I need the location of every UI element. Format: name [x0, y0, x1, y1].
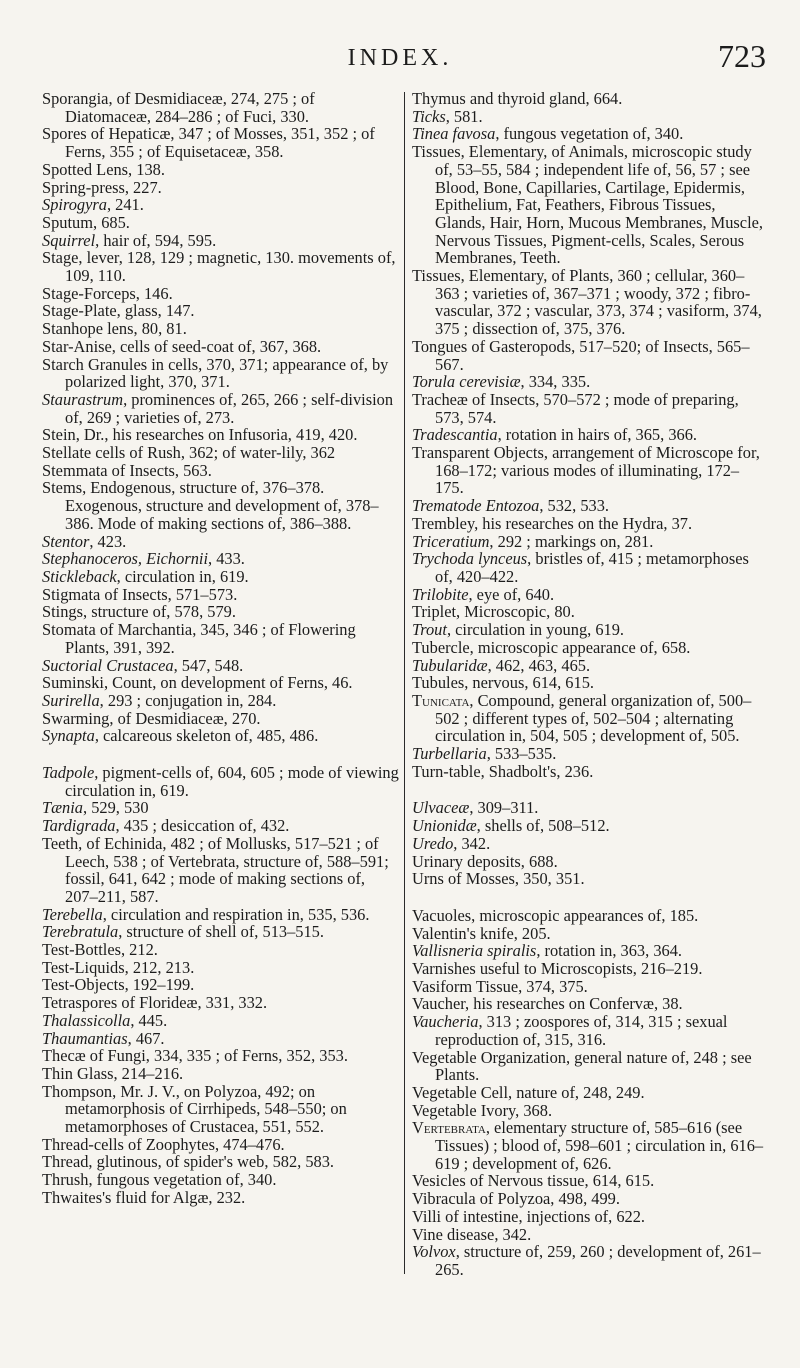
entry-references: , 533–535.	[486, 744, 557, 764]
index-entry	[412, 960, 764, 978]
entry-references: , 212.	[120, 940, 158, 960]
entry-references: disease, 342.	[442, 1224, 532, 1244]
entry-heading: Ticks	[412, 106, 446, 126]
entry-heading: Stemmata	[42, 460, 108, 480]
entry-heading: Vasiform	[412, 976, 473, 996]
entry-heading: Thalassicolla	[42, 1010, 131, 1030]
entry-heading: Urinary	[412, 851, 463, 871]
index-entry	[42, 1083, 400, 1136]
entry-heading: Vacuoles	[412, 905, 472, 925]
entry-references: , structure of shell of, 513–515.	[118, 922, 324, 942]
entry-references: of Fungi, 334, 335 ; of Ferns, 352, 353.	[85, 1046, 348, 1066]
entry-heading: Teeth	[42, 833, 79, 853]
entry-heading: Stigmata	[42, 584, 101, 604]
index-entry	[42, 320, 400, 338]
index-entry	[412, 674, 764, 692]
entry-heading: Vine	[412, 1224, 443, 1244]
entry-references: of Insects, 570–572 ; mode of preparing, 573, 574.	[435, 389, 739, 427]
index-entry	[42, 161, 400, 179]
entry-heading: Trilobite	[412, 584, 469, 604]
index-entry	[412, 853, 764, 871]
entry-heading: Vaucheria	[412, 1012, 479, 1032]
index-entry	[412, 745, 764, 763]
entry-references: , prominences of, 265, 266 ; self-division of, 269 ; varieties of, 273.	[65, 389, 394, 427]
index-entry	[412, 639, 764, 657]
index-entry	[412, 90, 764, 108]
entry-heading: Vallisneria spiralis	[412, 941, 537, 961]
index-entry	[412, 621, 764, 639]
entry-heading: Turn-table	[412, 761, 481, 781]
index-entry	[42, 533, 400, 551]
entry-references: knife, 205.	[475, 923, 551, 943]
index-entry	[412, 533, 764, 551]
entry-references: , microscopic appearance of, 658.	[469, 637, 691, 657]
entry-references: , glass, 147.	[116, 301, 195, 321]
index-entry	[412, 550, 764, 585]
entry-references: , 581.	[445, 106, 483, 126]
entry-heading: Stomata	[42, 620, 96, 640]
entry-heading: Vegetable Ivory	[412, 1100, 516, 1120]
entry-heading: Thymus	[412, 89, 466, 108]
index-entry	[412, 267, 764, 338]
entry-references: , 529, 530	[83, 798, 149, 818]
entry-heading: Tubularidæ	[412, 655, 488, 675]
entry-references: , Microscopic, 80.	[456, 602, 575, 622]
entry-heading: Trematode Entozoa	[412, 496, 540, 516]
entry-heading: Swarming	[42, 708, 110, 728]
entry-references: of Zoophytes, 474–476.	[123, 1134, 285, 1154]
entry-references: , 293 ; conjugation in, 284.	[99, 690, 277, 710]
entry-references: , 547, 548.	[173, 655, 244, 675]
entry-heading: Vegetable Cell	[412, 1082, 509, 1102]
index-entry	[42, 550, 400, 568]
entry-references: , 138.	[128, 159, 165, 179]
entry-references: , of Desmidiaceæ, 270.	[109, 708, 261, 728]
entry-heading: Synapta	[42, 726, 95, 746]
entry-heading: Thread	[42, 1152, 89, 1172]
index-entry	[412, 1190, 764, 1208]
entry-references: useful to Microscopists, 216–219.	[475, 959, 703, 979]
entry-heading: Spotted Lens	[42, 159, 129, 179]
entry-heading: Starch Granules	[42, 354, 148, 374]
entry-heading: Stage-Forceps	[42, 283, 136, 303]
entry-references: , general nature of, 248 ; see Plants.	[435, 1047, 752, 1085]
entry-heading: Thrush	[42, 1170, 89, 1190]
index-entry	[412, 391, 764, 426]
entry-references: , structure of, 578, 579.	[83, 602, 236, 622]
index-entry	[42, 302, 400, 320]
entry-heading: Test-Objects	[42, 975, 125, 995]
entry-references: , microscopic appearances of, 185.	[471, 905, 699, 925]
index-entry	[412, 692, 764, 745]
index-entry	[412, 143, 764, 267]
entry-heading: Ulvaceæ	[412, 798, 470, 818]
entry-references: , rotation in, 363, 364.	[536, 941, 683, 961]
entry-references: , his researches on the Hydra, 37.	[474, 513, 693, 533]
entry-heading: Stein, Dr.	[42, 425, 105, 445]
entry-heading: Tadpole	[42, 763, 95, 783]
entry-references: , 192–199.	[124, 975, 195, 995]
index-entry	[412, 1013, 764, 1048]
entry-references: , 423.	[89, 531, 127, 551]
index-entry	[42, 692, 400, 710]
entry-heading: Tænia	[42, 798, 83, 818]
entry-heading: Tongues	[412, 336, 468, 356]
index-entry	[42, 90, 400, 125]
running-title: INDEX.	[347, 45, 453, 71]
entry-heading: Thompson	[42, 1081, 113, 1101]
entry-references: , circulation in, 619.	[116, 566, 249, 586]
entry-references: , pigment-cells of, 604, 605 ; mode of viewing circulation in, 619.	[65, 763, 399, 800]
entry-heading: Squirrel	[42, 230, 96, 250]
entry-heading: Terebella	[42, 904, 103, 924]
entry-references: , Endogenous, structure of, 376–378. Exogenous, structure and development of, 378–386. Mode of making sections of, 386–388.	[65, 478, 379, 533]
entry-references: of Florideæ, 331, 332.	[117, 993, 268, 1013]
index-entry	[42, 479, 400, 532]
entry-references: , 462, 463, 465.	[487, 655, 591, 675]
index-entry	[42, 1136, 400, 1154]
entry-references: , Count, on development of Ferns, 46.	[103, 673, 353, 693]
entry-heading: Tubules	[412, 673, 465, 693]
entry-heading: Tissues	[412, 266, 461, 286]
entry-heading: Tissues	[412, 142, 461, 162]
entry-references: , 146.	[135, 283, 173, 303]
entry-references: , elementary structure of, 585–616 (see Tissues) ; blood of, 598–601 ; circulation in, 616–619 ; development of, 626.	[435, 1118, 764, 1173]
index-entry	[42, 444, 400, 462]
index-entry	[412, 817, 764, 835]
entry-heading: Vesicles	[412, 1171, 466, 1191]
entry-heading: Tardigrada	[42, 816, 116, 836]
page-header	[0, 0, 800, 80]
entry-heading: Tetraspores	[42, 993, 118, 1013]
entry-heading: Thread-cells	[42, 1134, 124, 1154]
entry-references: , eye of, 640.	[468, 584, 555, 604]
entry-heading: Surirella	[42, 690, 100, 710]
index-entry	[42, 249, 400, 284]
entry-references: , circulation in young, 619.	[446, 620, 625, 640]
index-entry	[42, 1171, 400, 1189]
index-entry	[412, 907, 764, 925]
entry-references: of Gasteropods, 517–520; of Insects, 565–567.	[435, 336, 750, 374]
entry-heading: Thin Glass	[42, 1063, 114, 1083]
index-entry	[412, 995, 764, 1013]
entry-heading: Torula cerevisiæ	[412, 372, 521, 392]
index-entry	[42, 285, 400, 303]
index-entry	[42, 764, 400, 799]
entry-heading: Trout	[412, 620, 447, 640]
entry-references: , 212, 213.	[124, 957, 195, 977]
entry-heading: Spring-press	[42, 177, 125, 197]
entry-references: Tissue, 374, 375.	[472, 976, 588, 996]
entry-heading: Volvox	[412, 1242, 456, 1262]
index-entry	[412, 338, 764, 373]
index-entry	[412, 942, 764, 960]
entry-heading: Thwaites's	[42, 1187, 112, 1207]
entry-references: , cells of seed-coat of, 367, 368.	[111, 336, 322, 356]
entry-heading: Suctorial Crustacea	[42, 655, 174, 675]
entry-heading: Valentin's	[412, 923, 476, 943]
index-entry	[412, 497, 764, 515]
index-entry	[412, 835, 764, 853]
entry-references: of Insects, 563.	[107, 460, 212, 480]
entry-heading: Vibracula	[412, 1189, 476, 1209]
entry-heading: Trychoda lynceus	[412, 549, 528, 569]
entry-heading: Star-Anise	[42, 336, 112, 356]
section-gap	[412, 888, 764, 907]
entry-heading: Turbellaria	[412, 744, 487, 764]
index-entry	[412, 1226, 764, 1244]
entry-heading: Trembley	[412, 513, 475, 533]
entry-heading: Thaumantias	[42, 1028, 128, 1048]
entry-heading: Triplet	[412, 602, 457, 622]
entry-heading: Tinea favosa	[412, 124, 496, 144]
entry-references: of Marchantia, 345, 346 ; of Flowering Plants, 391, 392.	[65, 620, 356, 657]
entry-references: , calcareous skeleton of, 485, 486.	[94, 726, 319, 746]
index-entry	[42, 674, 400, 692]
index-entry	[412, 925, 764, 943]
entry-heading: Sputum	[42, 212, 94, 232]
entry-references: , arrangement of Microscope for, 168–172; various modes of illuminating, 172–175.	[435, 443, 760, 498]
entry-references: , 80, 81.	[133, 319, 187, 339]
entry-references: , Compound, general organization of, 500–502 ; different types of, 502–504 ; alternating circulation in, 504, 505 ; development of, 505.	[435, 690, 752, 746]
entry-references: , glutinous, of spider's web, 582, 583.	[88, 1152, 335, 1172]
entry-references: , structure of, 259, 260 ; development of, 261–265.	[435, 1242, 761, 1279]
index-entry	[42, 214, 400, 232]
entry-heading: Uredo	[412, 833, 454, 853]
entry-references: , 467.	[127, 1028, 165, 1048]
index-entry	[42, 1065, 400, 1083]
index-entry	[412, 657, 764, 675]
entry-heading: Test-Liquids	[42, 957, 125, 977]
entry-references: , 241.	[106, 195, 144, 215]
entry-heading: Stings	[42, 602, 83, 622]
index-entry	[42, 232, 400, 250]
entry-references: , bristles of, 415 ; metamorphoses of, 420–422.	[435, 549, 749, 586]
entry-references: of Hepaticæ, 347 ; of Mosses, 351, 352 ; of Ferns, 355 ; of Equisetaceæ, 358.	[65, 124, 375, 162]
index-entry	[42, 799, 400, 817]
entry-references: , circulation and respiration in, 535, 536.	[102, 904, 370, 924]
entry-references: of Polyzoa, 498, 499.	[475, 1189, 620, 1209]
section-gap	[42, 745, 400, 764]
index-entry	[42, 941, 400, 959]
entry-heading: Sporangia	[42, 89, 109, 108]
index-entry	[42, 586, 400, 604]
entry-heading: Stellate	[42, 443, 92, 463]
index-entry	[412, 125, 764, 143]
index-entry	[412, 586, 764, 604]
index-entry	[412, 108, 764, 126]
entry-heading: Tunicata	[412, 690, 470, 710]
index-entry	[42, 994, 400, 1012]
entry-heading: Test-Bottles	[42, 940, 121, 960]
entry-heading: Vegetable Organization	[412, 1047, 566, 1067]
entry-references: , Shadbolt's, 236.	[480, 761, 594, 781]
entry-heading: Villi	[412, 1206, 442, 1226]
index-column-right	[412, 90, 764, 1279]
entry-references: , 342.	[453, 833, 491, 853]
entry-heading: Staurastrum	[42, 389, 124, 409]
entry-references: , of Echinida, 482 ; of Mollusks, 517–521 ; of Leech, 538 ; of Vertebrata, structure of, 588–591; fossil, 641, 642 ; mode of making sections of, 207–211, 587.	[65, 833, 389, 906]
index-entry	[42, 710, 400, 728]
entry-heading: Triceratium	[412, 531, 490, 551]
entry-references: cells of Rush, 362; of water-lily, 362	[91, 443, 336, 463]
entry-heading: Stems	[42, 478, 83, 498]
column-divider	[404, 92, 405, 1274]
index-entry	[42, 179, 400, 197]
entry-heading: Stentor	[42, 531, 90, 551]
entry-references: , 368.	[515, 1100, 553, 1120]
index-entry	[42, 906, 400, 924]
index-entry	[42, 727, 400, 745]
entry-heading: Stephanoceros, Eichornii	[42, 549, 209, 569]
index-entry	[412, 1049, 764, 1084]
entry-references: , Mr. J. V., on Polyzoa, 492; on metamorphosis of Cirrhipeds, 548–550; on metamorphoses of Crustacea, 551, 552.	[65, 1081, 347, 1137]
index-entry	[42, 603, 400, 621]
entry-heading: Vaucher	[412, 994, 466, 1014]
entry-heading: Stage-Plate	[42, 301, 117, 321]
index-entry	[412, 1172, 764, 1190]
entry-heading: Thecæ	[42, 1046, 86, 1066]
index-entry	[42, 125, 400, 160]
entry-heading: Stickleback	[42, 566, 117, 586]
entry-references: of Mosses, 350, 351.	[443, 869, 585, 889]
entry-references: , 309–311.	[469, 798, 539, 818]
index-entry	[412, 603, 764, 621]
index-entry	[42, 462, 400, 480]
entry-references: , 214–216.	[113, 1063, 184, 1083]
index-entry	[42, 196, 400, 214]
index-entry	[42, 356, 400, 391]
index-entry	[412, 515, 764, 533]
entry-heading: Varnishes	[412, 959, 476, 979]
entry-references: and thyroid gland, 664.	[465, 89, 623, 108]
index-entry	[42, 817, 400, 835]
entry-heading: Urns	[412, 869, 444, 889]
section-gap	[412, 780, 764, 799]
entry-heading: Spirogyra	[42, 195, 107, 215]
entry-references: deposits, 688.	[462, 851, 558, 871]
entry-heading: Suminski	[42, 673, 104, 693]
entry-references: in cells, 370, 371; appearance of, by polarized light, 370, 371.	[65, 354, 389, 392]
index-entry	[42, 976, 400, 994]
entry-references: , nature of, 248, 249.	[508, 1082, 645, 1102]
index-entry	[42, 568, 400, 586]
index-entry	[412, 1243, 764, 1278]
index-column-left	[42, 90, 400, 1207]
entry-references: , his researches on Confervæ, 38.	[465, 994, 683, 1014]
index-entry	[412, 978, 764, 996]
index-entry	[42, 835, 400, 906]
index-entry	[42, 1047, 400, 1065]
index-entry	[42, 1012, 400, 1030]
index-entry	[42, 1189, 400, 1207]
entry-references: , lever, 128, 129 ; magnetic, 130. movements of, 109, 110.	[65, 248, 396, 286]
index-entry	[412, 1119, 764, 1172]
entry-references: fluid for Algæ, 232.	[111, 1187, 246, 1207]
entry-references: , 292 ; markings on, 281.	[489, 531, 654, 551]
index-entry	[42, 923, 400, 941]
entry-references: of Insects, 571–573.	[100, 584, 238, 604]
entry-heading: Transparent Objects	[412, 443, 544, 463]
entry-references: , 532, 533.	[539, 496, 610, 516]
entry-heading: Tracheæ	[412, 389, 468, 409]
entry-references: , 227.	[124, 177, 162, 197]
index-entry	[412, 870, 764, 888]
entry-references: of intestine, injections of, 622.	[441, 1206, 646, 1226]
index-entry	[412, 1084, 764, 1102]
index-entry	[42, 1153, 400, 1171]
index-entry	[412, 373, 764, 391]
index-entry	[42, 426, 400, 444]
index-entry	[412, 1102, 764, 1120]
entry-references: , of Desmidiaceæ, 274, 275 ; of Diatomaceæ, 284–286 ; of Fuci, 330.	[65, 89, 315, 126]
entry-heading: Vertebrata	[412, 1118, 486, 1138]
entry-references: , hair of, 594, 595.	[95, 230, 217, 250]
entry-references: , shells of, 508–512.	[476, 816, 610, 836]
index-entry	[42, 657, 400, 675]
page-number: 723	[718, 38, 766, 74]
entry-references: , fungous vegetation of, 340.	[495, 124, 684, 144]
index-entry	[42, 959, 400, 977]
entry-references: of Nervous tissue, 614, 615.	[465, 1171, 655, 1191]
index-entry	[412, 799, 764, 817]
entry-references: , Elementary, of Plants, 360 ; cellular, 360–363 ; varieties of, 367–371 ; woody, 372 ; fibro-vascular, 372 ; vascular, 373, 374 ; vasiform, 374, 375 ; dissection of, 375, 376.	[435, 266, 762, 339]
entry-heading: Spores	[42, 124, 87, 144]
index-entry	[42, 621, 400, 656]
entry-references: , fungous vegetation of, 340.	[88, 1170, 277, 1190]
entry-heading: Stanhope lens	[42, 319, 134, 339]
entry-references: , 313 ; zoospores of, 314, 315 ; sexual reproduction of, 315, 316.	[435, 1012, 728, 1049]
entry-heading: Stage	[42, 248, 79, 268]
entry-references: , 334, 335.	[520, 372, 591, 392]
entry-references: , rotation in hairs of, 365, 366.	[497, 425, 698, 445]
index-entry	[42, 338, 400, 356]
entry-references: , his researches on Infusoria, 419, 420.	[104, 425, 358, 445]
index-entry	[412, 426, 764, 444]
entry-references: , 685.	[93, 212, 130, 232]
index-entry	[412, 444, 764, 497]
entry-heading: Tubercle	[412, 637, 470, 657]
entry-references: , 433.	[208, 549, 245, 569]
index-entry	[42, 1030, 400, 1048]
index-entry	[412, 763, 764, 781]
entry-heading: Terebratula	[42, 922, 119, 942]
entry-heading: Tradescantia	[412, 425, 498, 445]
index-entry	[412, 1208, 764, 1226]
entry-references: , 435 ; desiccation of, 432.	[115, 816, 290, 836]
entry-references: , nervous, 614, 615.	[464, 673, 594, 693]
entry-heading: Unionidæ	[412, 816, 477, 836]
entry-references: , 445.	[130, 1010, 168, 1030]
entry-references: , Elementary, of Animals, microscopic study of, 53–55, 584 ; independent life of, 56, 57 ; see Blood, Bone, Capillaries, Cartilage, Epidermis, Epithelium, Fat, Feathers, Fibrous Tissues, Glands, Hair, Horn, Mucous Membranes, Muscle, Nervous Tissues, Pigment-cells, Scales, Serous Membranes, Teeth.	[435, 142, 764, 268]
index-entry	[42, 391, 400, 426]
